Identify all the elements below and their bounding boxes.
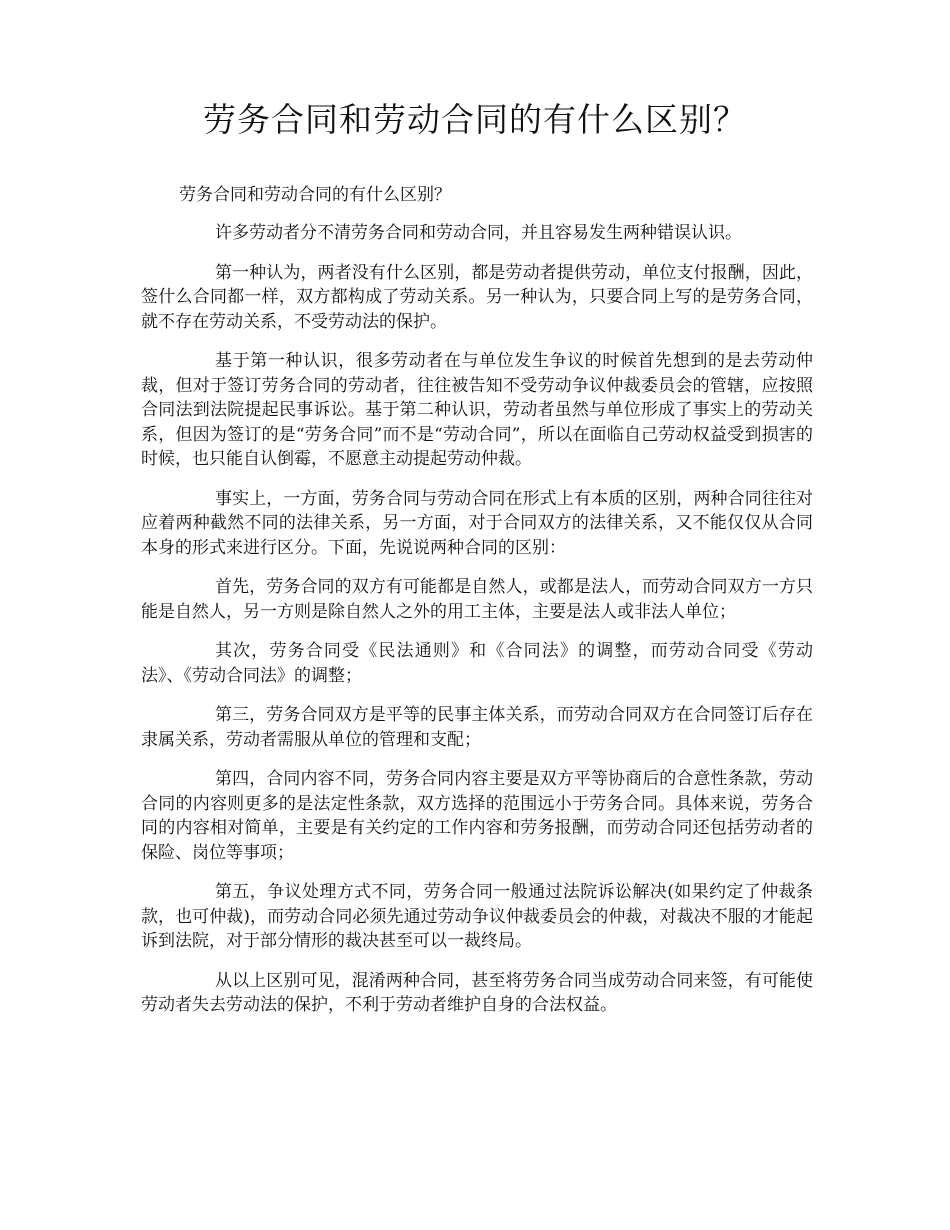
document-subtitle: 劳务合同和劳动合同的有什么区别？ (179, 185, 451, 205)
paragraph-conclusion: 从以上区别可见，混淆两种合同，甚至将劳务合同当成劳动合同来签，有可能使劳动者失去劳动法的保护，不利于劳动者维护自身的合法权益。 (141, 970, 813, 1015)
paragraph-in-fact: 事实上，一方面，劳务合同与劳动合同在形式上有本质的区别，两种合同往往对应着两种截然不同的法律关系，另一方面，对于合同双方的法律关系，又不能仅仅从合同本身的形式来进行区分。下面，先说说两种合同的区别： (141, 488, 813, 558)
paragraph-fourth-difference: 第四，合同内容不同，劳务合同内容主要是双方平等协商后的合意性条款，劳动合同的内容则更多的是法定性条款，双方选择的范围远小于劳务合同。具体来说，劳务合同的内容相对简单，主要是有关约定的工作内容和劳务报酬，而劳动合同还包括劳动者的保险、岗位等事项； (141, 769, 813, 863)
paragraph-third-difference: 第三，劳务合同双方是平等的民事主体关系，而劳动合同双方在合同签订后存在隶属关系，劳动者需服从单位的管理和支配； (141, 705, 813, 750)
paragraph-consequences: 基于第一种认识，很多劳动者在与单位发生争议的时候首先想到的是去劳动仲裁，但对于签订劳务合同的劳动者，往往被告知不受劳动争议仲裁委员会的管辖，应按照合同法到法院提起民事诉讼。基于第二种认识，劳动者虽然与单位形成了事实上的劳动关系，但因为签订的是“劳务合同”而不是“劳动合同”，所以在面临自己劳动权益受到损害的时候，也只能自认倒霉，不愿意主动提起劳动仲裁。 (141, 351, 813, 469)
document-body (141, 183, 813, 1033)
paragraph-first-difference: 首先，劳务合同的双方有可能都是自然人，或都是法人，而劳动合同双方一方只能是自然人，另一方则是除自然人之外的用工主体，主要是法人或非法人单位； (141, 577, 813, 622)
paragraph-intro: 许多劳动者分不清劳务合同和劳动合同，并且容易发生两种错误认识。 (215, 223, 742, 243)
document-title: 劳务合同和劳动合同的有什么区别？ (203, 100, 747, 139)
paragraph-second-difference: 其次，劳务合同受《民法通则》和《合同法》的调整，而劳动合同受《劳动法》、《劳动合同法》的调整； (141, 641, 813, 686)
paragraph-fifth-difference: 第五，争议处理方式不同，劳务合同一般通过法院诉讼解决(如果约定了仲裁条款，也可仲裁)，而劳动合同必须先通过劳动争议仲裁委员会的仲裁，对裁决不服的才能起诉到法院，对于部分情形的裁决甚至可以一裁终局。 (141, 882, 813, 951)
paragraph-two-views: 第一种认为，两者没有什么区别，都是劳动者提供劳动，单位支付报酬，因此，签什么合同都一样，双方都构成了劳动关系。另一种认为，只要合同上写的是劳务合同，就不存在劳动关系，不受劳动法的保护。 (141, 262, 813, 332)
